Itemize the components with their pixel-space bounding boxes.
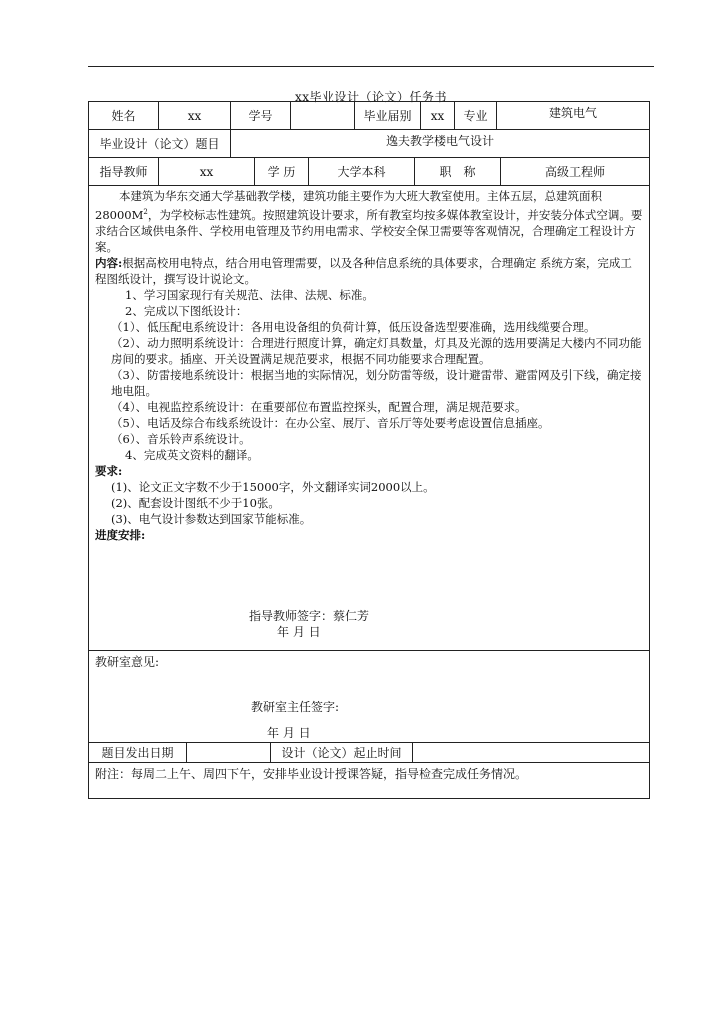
advisor-value[interactable]: xx [159,158,255,185]
degree-label: 学 历 [255,158,309,185]
department-opinion-section [89,651,649,743]
task-content-section [89,186,649,651]
director-signature[interactable]: 教研室主任签字: [251,700,340,714]
document-title: xx毕业设计（论文）任务书 [294,90,448,104]
department-sign-date[interactable]: 年 月 日 [267,726,311,740]
advisor-signature[interactable]: 指导教师签字：蔡仁芳 [249,609,370,623]
name-value[interactable]: xx [159,102,231,129]
task-item-2: 2、完成以下图纸设计： [125,303,248,318]
subtask-2: （2）、动力照明系统设计：合理进行照度计算，确定灯具数量，灯具及光源的选用要满足大楼内不同功能房间的要求。插座、开关设置满足规范要求，根据不同功能要求合理配置。 [111,335,642,366]
subtask-6: （6）、音乐铃声系统设计。 [111,431,251,446]
subtask-5: （5）、电话及综合布线系统设计：在办公室、展厅、音乐厅等处要考虑设置信息插座。 [111,415,550,430]
subtask-4: （4）、电视监控系统设计：在重要部位布置监控探头，配置合理，满足规范要求。 [111,399,527,414]
major-value[interactable]: 建筑电气 [548,106,597,120]
professional-title-label: 职 称 [415,158,501,185]
professional-title-value[interactable]: 高级工程师 [544,165,605,179]
student-info-row [89,102,649,130]
header-rule [88,66,654,67]
intro-text-2: ，为学校标志性建筑。按照建筑设计要求，所有教室均按多媒体教室设计，并安装分体式空调。要求结合区域供电条件、学校用电管理及节约用电需求、学校安全保卫需要等客观情况，合理确定工程设计方案。 [95,207,643,254]
name-label: 姓名 [89,102,159,129]
design-period-value[interactable] [413,743,649,762]
dates-row [89,743,649,763]
issue-date-value[interactable] [187,743,271,762]
task-form-table [88,101,650,799]
task-item-1: 1、学习国家现行有关规范、法律、法规、标准。 [125,287,374,302]
content-text: 根据高校用电特点，结合用电管理需要，以及各种信息系统的具体要求，合理确定 系统方案，完成工程图纸设计，撰写设计说论文。 [95,255,632,286]
advisor-row [89,158,649,186]
degree-value[interactable]: 大学本科 [309,158,415,185]
subtask-3: （3）、防雷接地系统设计：根据当地的实际情况，划分防雷等级，设计避雷带、避雷网及引下线，确定接地电阻。 [111,367,642,398]
project-intro [95,188,643,255]
intro-text-1: 本建筑为华东交通大学基础教学楼，建筑功能主要作为大班大教室使用。主体五层，总建筑面积28000M [95,189,602,222]
class-year-label: 毕业届别 [355,102,421,129]
note-text: 附注：每周二上午、周四下午，安排毕业设计授课答疑，指导检查完成任务情况。 [95,767,528,781]
student-id-value[interactable] [291,102,355,129]
subtask-1: （1）、低压配电系统设计：各用电设备组的负荷计算，低压设备选型要准确，选用线缆要合理。 [111,319,596,334]
requirements-label: 要求: [95,463,123,478]
advisor-label: 指导教师 [89,158,159,185]
task-content-body [89,186,649,543]
design-period-label: 设计（论文）起止时间 [271,743,413,762]
content-paragraph [95,255,643,287]
class-year-value[interactable]: xx [421,102,455,129]
task-item-4: 4、完成英文资料的翻译。 [125,447,259,462]
topic-row [89,130,649,158]
major-label: 专业 [455,102,497,129]
content-label: 内容: [95,255,123,270]
note-section [89,763,649,798]
requirement-3: (3)、电气设计参数达到国家节能标准。 [111,511,312,526]
issue-date-label: 题目发出日期 [89,743,187,762]
topic-value[interactable]: 逸夫教学楼电气设计 [385,134,494,148]
topic-label: 毕业设计（论文）题目 [89,130,231,157]
advisor-sign-date[interactable]: 年 月 日 [277,625,321,639]
department-opinion-label: 教研室意见: [95,655,160,669]
intro-superscript: 2 [143,208,148,216]
requirement-1: (1)、论文正文字数不少于15000字，外文翻译实词2000以上。 [111,479,435,494]
student-id-label: 学号 [231,102,291,129]
requirement-2: (2)、配套设计图纸不少于10张。 [111,495,280,510]
schedule-label: 进度安排: [95,527,146,542]
